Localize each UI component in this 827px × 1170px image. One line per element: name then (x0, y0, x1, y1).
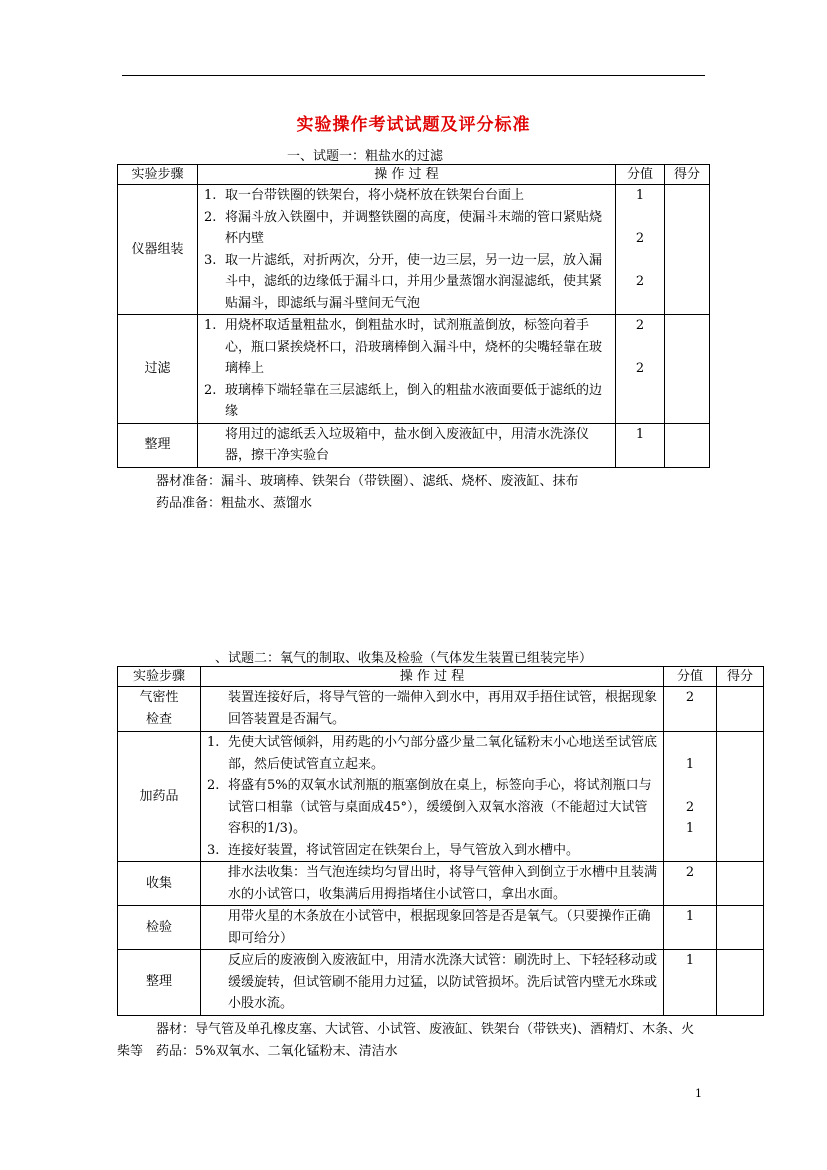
list-item: 2. 将漏斗放入铁圈中，并调整铁圈的高度，使漏斗末端的管口紧贴烧杯内壁 (204, 209, 603, 246)
equipment-note: 器材准备：漏斗、玻璃棒、铁架台（带铁圈）、滤纸、烧杯、废液缸、抹布 (156, 474, 579, 489)
list-item: 1. 取一台带铁圈的铁架台，将小烧杯放在铁架台台面上 (204, 188, 525, 203)
step-name: 整理 (118, 950, 201, 1016)
step-name: 气密性 检查 (118, 687, 201, 732)
earned-cell (665, 185, 710, 315)
process-cell: 用带火星的木条放在小试管中，根据现象回答是否是氧气。（只要操作正确即可给分） (201, 906, 664, 950)
score-cell: 2 (664, 687, 717, 732)
section-2-heading: 、试题二：氧气的制取、收集及检验（气体发生装置已组装完毕） (215, 651, 593, 666)
earned-cell (665, 423, 710, 467)
score-cell: 1 (616, 423, 665, 467)
score-cell: 1 2 1 (664, 732, 717, 862)
table-row (118, 732, 764, 862)
page-number: 1 (695, 1087, 702, 1100)
earned-cell (717, 687, 764, 732)
earned-cell (717, 732, 764, 862)
step-name: 仪器组装 (118, 185, 198, 315)
step-name: 检验 (118, 906, 201, 950)
reagents-note: 药品准备：粗盐水、蒸馏水 (156, 496, 313, 511)
header-earned: 得分 (717, 667, 764, 687)
process-cell (198, 185, 616, 315)
process-cell: 反应后的废液倒入废液缸中，用清水洗涤大试管：刷洗时上、下轻轻移动或缓缓旋转，但试管刷不能用力过猛，以防试管损坏。洗后试管内壁无水珠或小股水流。 (201, 950, 664, 1016)
list-item: 3. 连接好装置，将试管固定在铁架台上，导气管放入到水槽中。 (207, 842, 580, 858)
equipment-note: 器材：导气管及单孔橡皮塞、大试管、小试管、废液缸、铁架台（带铁夹)、酒精灯、木条、火 (156, 1022, 695, 1037)
earned-cell (665, 315, 710, 424)
process-cell: 将用过的滤纸丢入垃圾箱中，盐水倒入废液缸中，用清水洗涤仪器，擦干净实验台 (198, 423, 616, 467)
list-item: 1. 先使大试管倾斜，用药匙的小勺部分盛少量二氧化锰粉末小心地送至试管底部，然后使试管直立起来。 (207, 735, 658, 772)
earned-cell (717, 906, 764, 950)
reagents-note: 柴等 药品：5%双氧水、二氧化锰粉末、清洁水 (117, 1044, 398, 1059)
table-header-row (118, 667, 764, 687)
header-process: 操 作 过 程 (198, 165, 616, 185)
step-name: 整理 (118, 423, 198, 467)
table-header-row (118, 165, 710, 185)
process-cell (198, 315, 616, 424)
score-cell: 1 2 2 (616, 185, 665, 315)
section-1-heading: 一、试题一：粗盐水的过滤 (287, 149, 444, 164)
header-step: 实验步骤 (118, 667, 201, 687)
header-step: 实验步骤 (118, 165, 198, 185)
table-row (118, 315, 710, 424)
table-row (118, 687, 764, 732)
table-row (118, 950, 764, 1016)
score-cell: 2 (664, 862, 717, 906)
earned-cell (717, 862, 764, 906)
score-cell: 1 (664, 906, 717, 950)
process-cell (201, 732, 664, 862)
earned-cell (717, 950, 764, 1016)
score-cell: 1 (664, 950, 717, 1016)
table-row (118, 906, 764, 950)
step-name: 过滤 (118, 315, 198, 424)
list-item: 2. 玻璃棒下端轻靠在三层滤纸上，倒入的粗盐水液面要低于滤纸的边缘 (204, 382, 603, 419)
score-cell: 2 2 (616, 315, 665, 424)
process-cell: 装置连接好后，将导气管的一端伸入到水中，再用双手捂住试管，根据现象回答装置是否漏气。 (201, 687, 664, 732)
process-cell: 排水法收集：当气泡连续均匀冒出时，将导气管伸入到倒立于水槽中且装满水的小试管口，收集满后用拇指堵住小试管口，拿出水面。 (201, 862, 664, 906)
table-row (118, 185, 710, 315)
table-row (118, 423, 710, 467)
header-rule (122, 75, 705, 76)
header-process: 操 作 过 程 (201, 667, 664, 687)
table-row (118, 862, 764, 906)
step-name: 收集 (118, 862, 201, 906)
section-1-table (117, 164, 710, 468)
step-name: 加药品 (118, 732, 201, 862)
header-earned: 得分 (665, 165, 710, 185)
section-2-table (117, 666, 764, 1016)
document-title: 实验操作考试试题及评分标准 (296, 115, 531, 135)
header-score: 分值 (664, 667, 717, 687)
list-item: 1. 用烧杯取适量粗盐水，倒粗盐水时，试剂瓶盖倒放，标签向着手心，瓶口紧挨烧杯口，沿玻璃棒倒入漏斗中，烧杯的尖嘴轻靠在玻璃棒上 (204, 318, 603, 376)
list-item: 3. 取一片滤纸，对折两次，分开，使一边三层，另一边一层，放入漏斗中，滤纸的边缘低于漏斗口，并用少量蒸馏水润湿滤纸，使其紧贴漏斗，即滤纸与漏斗壁间无气泡 (204, 252, 603, 311)
list-item: 2. 将盛有5%的双氧水试剂瓶的瓶塞倒放在桌上，标签向手心，将试剂瓶口与试管口相靠（试管与桌面成45°），缓缓倒入双氧水溶液（不能超过大试管容积的1/3)。 (207, 778, 652, 836)
header-score: 分值 (616, 165, 665, 185)
